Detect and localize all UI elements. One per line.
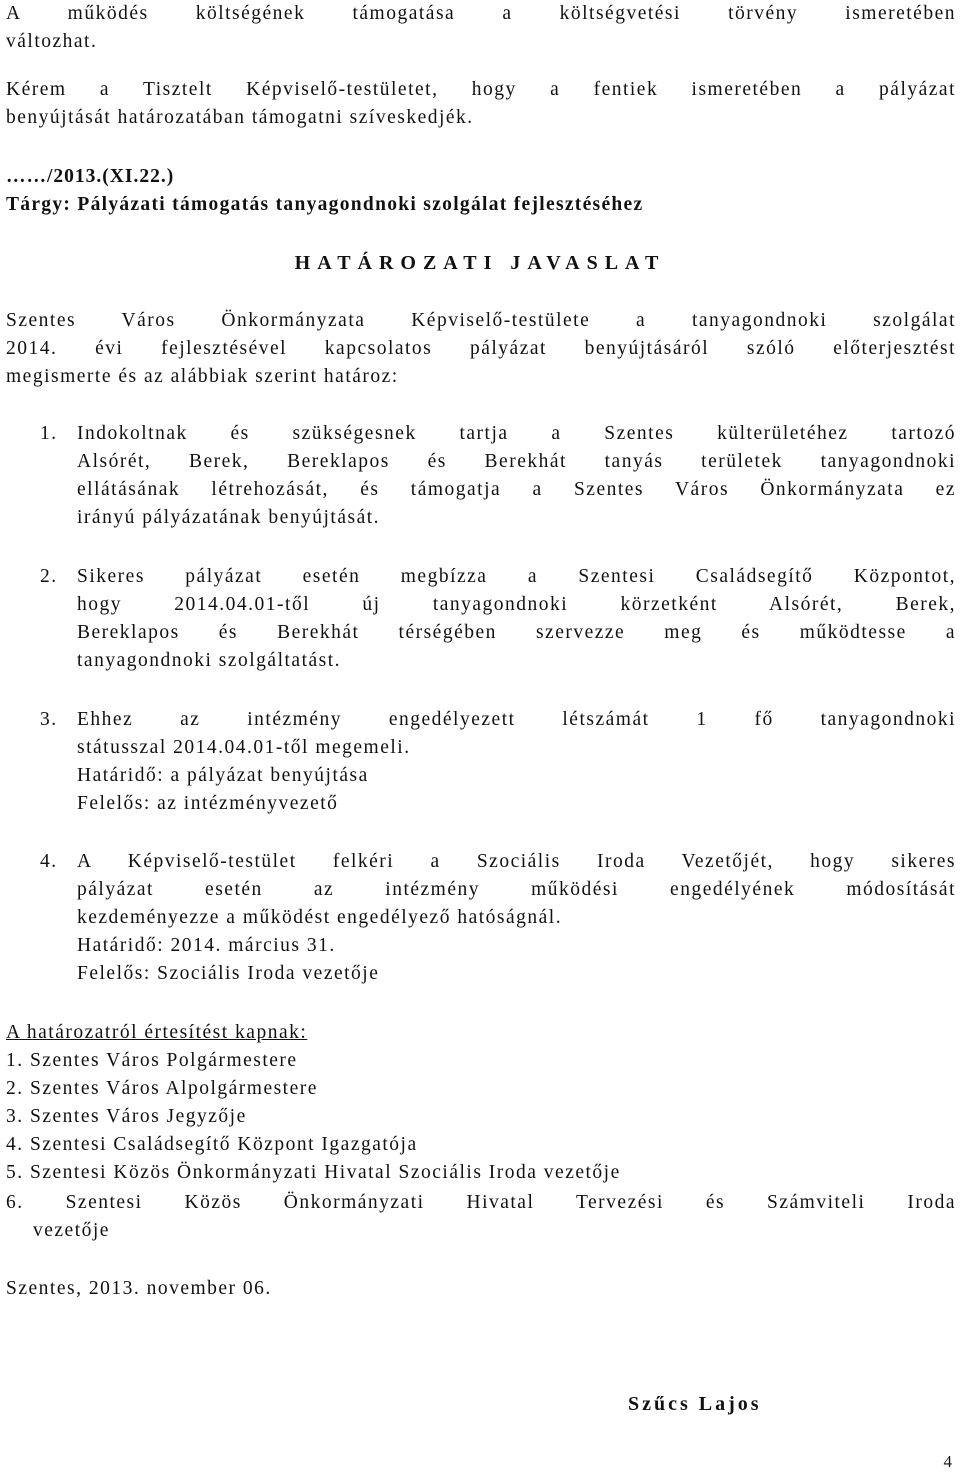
recipients-heading: A határozatról értesítést kapnak: bbox=[6, 1022, 308, 1043]
preamble-line: 2014. évi fejlesztésével kapcsolatos pályázat benyújtásáról szóló előterjesztést bbox=[6, 338, 956, 359]
page-number: 4 bbox=[943, 1452, 952, 1471]
recipient-item: 3. Szentes Város Jegyzője bbox=[6, 1106, 247, 1127]
preamble-line: megismerte és az alábbiak szerint határoz: bbox=[6, 366, 399, 387]
point-line: A Képviselő-testület felkéri a Szociális Iroda Vezetőjét, hogy sikeres bbox=[77, 851, 956, 872]
intro-line: változhat. bbox=[6, 31, 98, 52]
responsible-text: Felelős: Szociális Iroda vezetője bbox=[77, 963, 380, 984]
intro-line: A működés költségének támogatása a költségvetési törvény ismeretében bbox=[6, 3, 956, 24]
recipient-item: 2. Szentes Város Alpolgármestere bbox=[6, 1078, 318, 1099]
point-number: 4. bbox=[40, 851, 58, 872]
deadline-text: Határidő: 2014. március 31. bbox=[77, 935, 336, 956]
point-line: Sikeres pályázat esetén megbízza a Szentesi Családsegítő Központot, bbox=[77, 566, 956, 587]
point-line: Alsórét, Berek, Bereklapos és Berekhát tanyás területek tanyagondnoki bbox=[77, 451, 956, 472]
place-date: Szentes, 2013. november 06. bbox=[6, 1278, 272, 1299]
resolution-subject: Tárgy: Pályázati támogatás tanyagondnoki szolgálat fejlesztéséhez bbox=[6, 194, 644, 215]
point-number: 1. bbox=[40, 423, 58, 444]
responsible-text: Felelős: az intézményvezető bbox=[77, 793, 339, 814]
point-number: 2. bbox=[40, 566, 58, 587]
point-line: Bereklapos és Berekhát térségében szervezze meg és működtesse a bbox=[77, 622, 956, 643]
point-line: ellátásának létrehozását, és támogatja a Szentes Város Önkormányzata ez bbox=[77, 479, 956, 500]
recipient-item: 6. Szentesi Közös Önkormányzati Hivatal Tervezési és Számviteli Iroda bbox=[6, 1192, 956, 1213]
point-line: Ehhez az intézmény engedélyezett létszámát 1 fő tanyagondnoki bbox=[77, 709, 956, 730]
point-line: státusszal 2014.04.01-től megemeli. bbox=[77, 737, 411, 758]
recipient-item-continued: vezetője bbox=[33, 1220, 110, 1241]
intro-line: Kérem a Tisztelt Képviselő-testületet, hogy a fentiek ismeretében a pályázat bbox=[6, 79, 956, 100]
point-line: pályázat esetén az intézmény működési engedélyének módosítását bbox=[77, 879, 956, 900]
recipient-item: 4. Szentesi Családsegítő Központ Igazgatója bbox=[6, 1134, 418, 1155]
intro-line: benyújtását határozatában támogatni szíveskedjék. bbox=[6, 107, 474, 128]
recipient-item: 1. Szentes Város Polgármestere bbox=[6, 1050, 298, 1071]
point-line: hogy 2014.04.01-től új tanyagondnoki körzetként Alsórét, Berek, bbox=[77, 594, 956, 615]
recipient-item: 5. Szentesi Közös Önkormányzati Hivatal Szociális Iroda vezetője bbox=[6, 1162, 621, 1183]
point-line: Indokoltnak és szükségesnek tartja a Szentes külterületéhez tartozó bbox=[77, 423, 956, 444]
point-line: tanyagondnoki szolgáltatást. bbox=[77, 650, 342, 671]
resolution-number: ……/2013.(XI.22.) bbox=[6, 166, 175, 187]
point-line: irányú pályázatának benyújtását. bbox=[77, 507, 381, 528]
deadline-text: Határidő: a pályázat benyújtása bbox=[77, 765, 369, 786]
point-number: 3. bbox=[40, 709, 58, 730]
signature-name: Szűcs Lajos bbox=[628, 1393, 762, 1415]
preamble-line: Szentes Város Önkormányzata Képviselő-testülete a tanyagondnoki szolgálat bbox=[6, 310, 956, 331]
point-line: kezdeményezze a működést engedélyező hatóságnál. bbox=[77, 907, 563, 928]
resolution-heading: HATÁROZATI JAVASLAT bbox=[294, 252, 666, 274]
